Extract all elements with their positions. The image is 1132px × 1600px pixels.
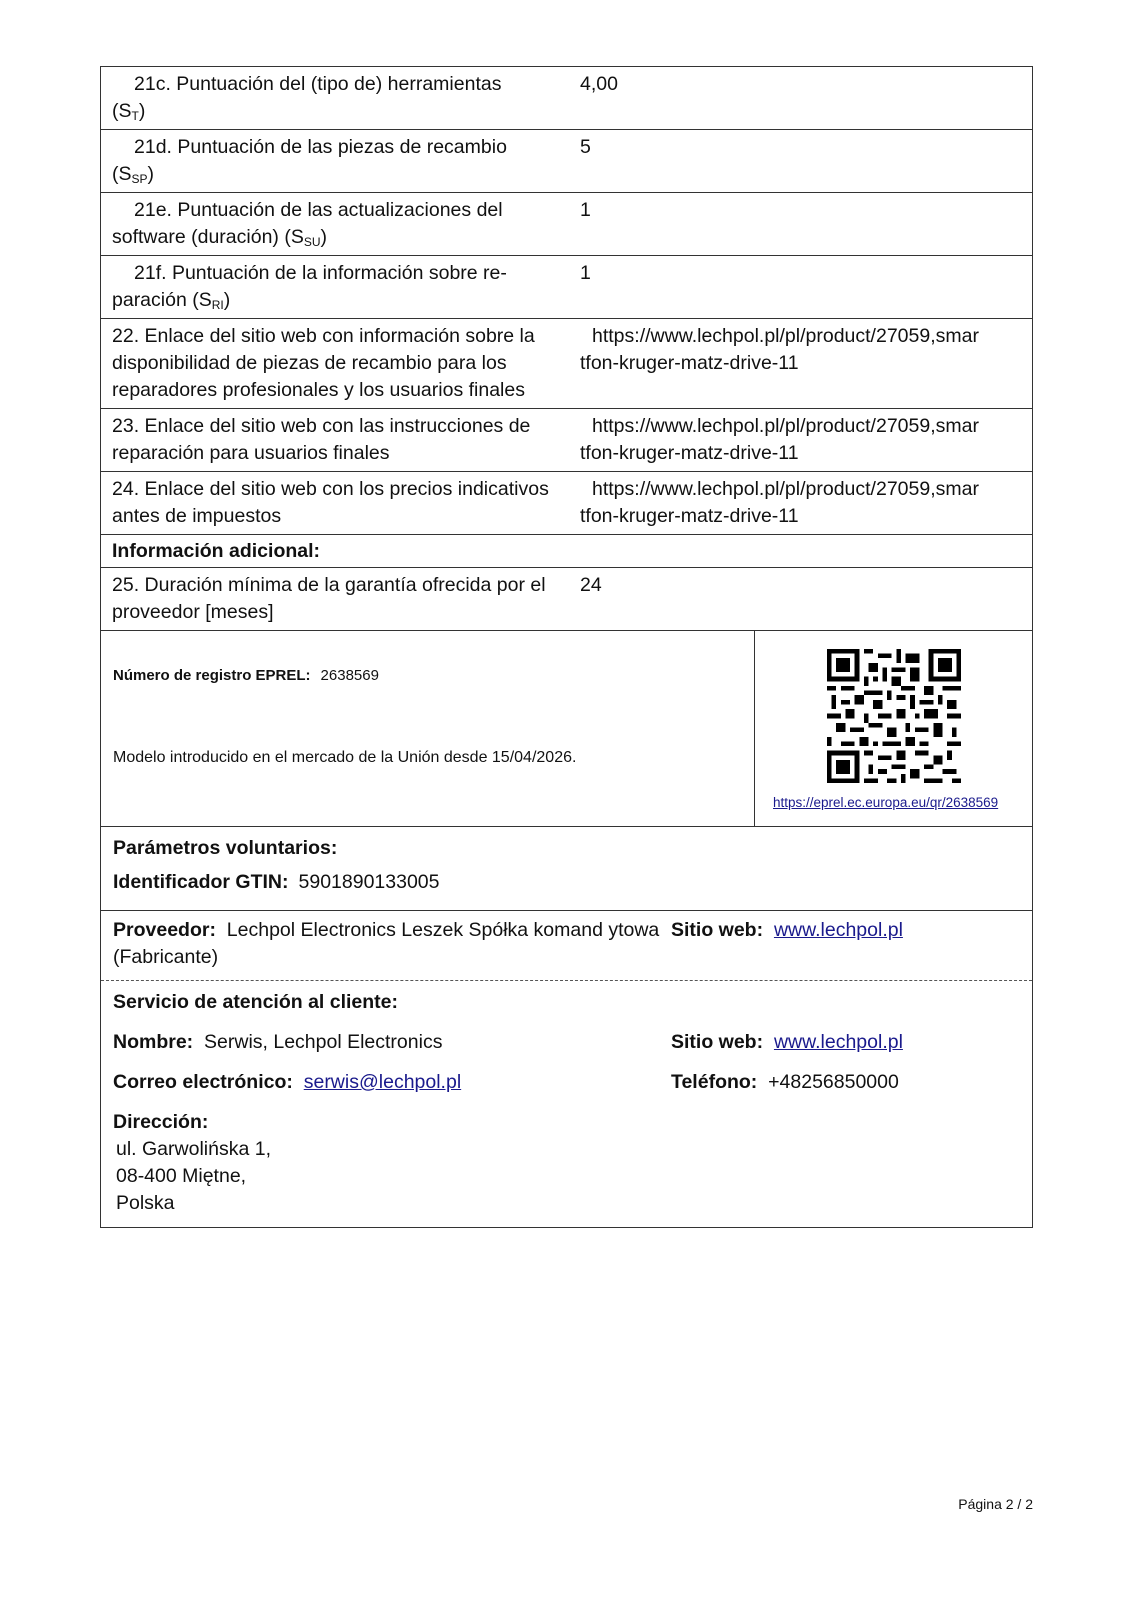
service-name-value: Serwis, Lechpol Electronics [204,1031,443,1053]
row-label: 21d. Puntuación de las piezas de recambio [134,136,507,158]
qr-code-icon [827,649,961,783]
address-line: ul. Garwolińska 1, [116,1138,271,1160]
table-section-header [101,534,1032,567]
row-value: 5 [580,136,591,158]
qr-link[interactable]: https://eprel.ec.europa.eu/qr/2638569 [773,795,999,810]
supplier-web-link[interactable]: www.lechpol.pl [773,919,903,941]
row-label: 21f. Puntuación de la información sobre re- [134,262,507,284]
eprel-label: Número de registro EPREL: [113,667,311,684]
service-header: Servicio de atención al cliente: [113,991,399,1013]
row-label: 24. Enlace del sitio web con los precios indicativos antes de impuestos [112,478,549,527]
row-value: 1 [580,199,591,221]
service-web-link[interactable]: www.lechpol.pl [773,1031,903,1053]
market-intro-text: Modelo introducido en el mercado de la Unión desde 15/04/2026. [113,749,577,766]
customer-service-section [101,981,1032,1227]
gtin-label: Identificador GTIN: [113,871,289,893]
service-email-label: Correo electrónico: [113,1071,293,1093]
row-value-link[interactable]: https://www.lechpol.pl/pl/product/27059,smar tfon-kruger-matz-drive-11 [580,415,979,464]
address-label: Dirección: [113,1111,209,1133]
additional-info-header: Información adicional: [112,540,321,562]
row-value: 4,00 [580,73,618,95]
row-label-suffix: paración $(S_{RI})$ [112,289,231,312]
row-label: 21e. Puntuación de las actualizaciones del [134,199,503,221]
row-value: 1 [580,262,591,284]
row-value-link[interactable]: https://www.lechpol.pl/pl/product/27059,smar tfon-kruger-matz-drive-11 [580,325,979,374]
row-label: 23. Enlace del sitio web con las instrucciones de reparación para usuarios finales [112,415,531,464]
table-row [101,318,1032,408]
table-row [101,567,1032,630]
table-row [101,129,1032,192]
service-address [113,1109,1020,1217]
row-label: 22. Enlace del sitio web con información sobre la disponibilidad de piezas de recambio para los reparadores profesionales y los usuarios finales [112,325,535,401]
table-row [101,192,1032,255]
supplier-value: Lechpol Electronics Leszek Spółka komand ytowa (Fabricante) [113,919,660,968]
service-email-link[interactable]: serwis@lechpol.pl [303,1071,462,1093]
table-row [101,255,1032,318]
row-value-link[interactable]: https://www.lechpol.pl/pl/product/27059,smar tfon-kruger-matz-drive-11 [580,478,979,527]
service-phone-label: Teléfono: [671,1071,758,1093]
address-line: 08-400 Miętne, [116,1165,247,1187]
supplier-label: Proveedor: [113,919,216,941]
product-info-table [100,66,1033,631]
gtin-line [113,869,1020,895]
table-row [101,471,1032,534]
table-row [101,67,1032,129]
row-label: 21c. Puntuación del (tipo de) herramientas [134,73,502,95]
page-number: Página 2 / 2 [958,1496,1033,1512]
service-phone-value: +48256850000 [768,1071,899,1093]
eprel-value: 2638569 [320,667,379,684]
eprel-registration [113,667,379,684]
row-label-suffix: $(S_{SP})$ [112,163,155,186]
gtin-value: 5901890133005 [298,871,440,893]
row-value: 24 [580,574,602,596]
voluntary-header: Parámetros voluntarios: [113,837,338,859]
service-name-label: Nombre: [113,1031,194,1053]
supplier-web-label: Sitio web: [671,919,764,941]
row-label: 25. Duración mínima de la garantía ofrecida por el proveedor [meses] [112,574,546,623]
voluntary-parameters [101,827,1032,911]
address-line: Polska [116,1192,175,1214]
table-row [101,408,1032,471]
row-label-suffix: software (duración) $(S_{SU})$ [112,226,327,249]
supplier-section [101,911,1032,981]
row-label-suffix: $(S_T)$ [112,100,146,123]
service-web-label: Sitio web: [671,1031,764,1053]
supplier-info-box [100,630,1033,1228]
